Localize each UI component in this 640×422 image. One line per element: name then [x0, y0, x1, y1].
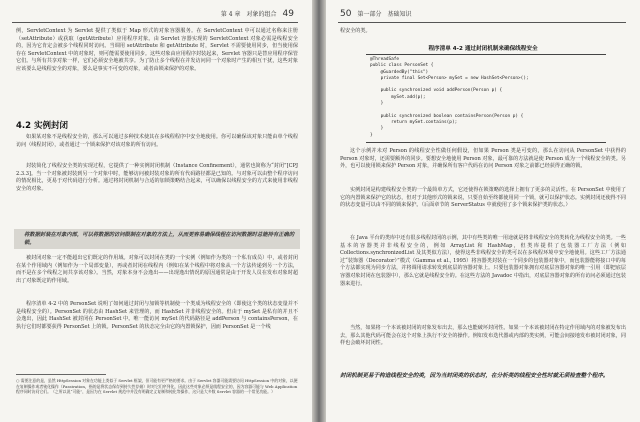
part-label: 第一部分	[357, 11, 382, 18]
section-title: 4.2 实例封闭	[16, 121, 69, 131]
right-page-header	[340, 9, 411, 19]
paragraph: 被封闭对象一定不能超出它们既定的作用域。对象可以封闭在类的一个实例（例如作为类的一个私有成员）中，或者封闭在某个作用域内（例如作为一个局部变量），再或者封闭在线程内（例如在某个线程中将对象从一个方法传递到另一个方法，而不是在多个线程之间共享该对象）。当然，对象本身不会逸出——出现逸出情况的原因通常是由于开发人员在发布对象时超出了对象既定的作用域。	[16, 255, 298, 284]
footnote: ○ 需要注意的是，虽然 HttpSession 对象在功能上类似于 Servlet 框架，但可能有更严格的要求。由于 Servlet 容器可能需要访问 HttpSession 中的对象，以便在复制操作或者钝化操作（Passivation，指的是将状态保存到持久性存储）时对它们序列化，因此这些对象必须是线程安全的，因为容器可能与 Web Application 程序同时访问它们。（之所以说“可能”，是因为在 Servlet 规范中并没有明确定义复制和钝化等操作，这只是大多数 Servlet 容器的一个常见功能。）	[16, 378, 298, 394]
paragraph: 实例封闭是构建线程安全类的一个最简单方式，它还使得在锁策略的选择上拥有了更多的灵活性。在 PersonSet 中使用了它的内置锁来保护它的状态，但对于其他形式的锁来说，只要自始至终都使用同一个锁，就可以保护状态。实例封闭还使得不同的状态变量可以由不同的锁来保护。（后面章节的 ServerStatus 中就使用了多个锁来保护类的状态。）	[340, 187, 626, 209]
code-line: public class PersonSet {	[370, 63, 434, 69]
listing-title: 程序清单 4-2 通过封闭机制来确保线程安全	[428, 46, 538, 52]
paragraph: 在 Java 平台的类库中还有很多线程封闭的示例，其中有些类的唯一用途就是将非线程安全的类转化为线程安全的类。一些基本的容器类并非线程安全的，例如 ArrayList 和 HashMap，但类库提供了包装器工厂方法（例如 Collections.synchronizedList 及其类似方法），使得这些非线程安全的类可以在多线程环境中安全地使用。这些工厂方法通过“装饰器（Decorator）”模式（Gamma et al., 1995）将容器类封装在一个同步的包装器对象中，而包装器能将接口中的每个方法都实现为同步方法，并将调用请求转发到底层的容器对象上。只要包装器对象拥有对底层容器对象的唯一引用（即把底层容器对象封闭在包装器中），那么它就是线程安全的。在这些方法的 Javadoc 中指出，对底层容器对象的所有访问必须通过包装器来进行。	[340, 235, 626, 287]
code-line: }	[370, 126, 384, 132]
footnote-rule	[16, 374, 106, 375]
left-page-header	[221, 9, 294, 19]
header-rule	[338, 22, 626, 23]
code-line: }	[370, 132, 373, 138]
part-title: 基础知识	[387, 11, 412, 18]
callout-quote	[14, 229, 300, 249]
code-line: public synchronized void addPerson(Person p) {	[370, 88, 503, 94]
chapter-label: 第 4 章	[220, 11, 241, 18]
paragraph: 当然，如果将一个本该被封闭的对象发布出去，那么也能破坏封闭性。如果一个本该被封闭在特定作用域内的对象被发布出去，那么其他代码可能会在这个对象上执行不安全的操作。例如发布迭代器或内部的类实例，可能会间接地发布被封闭对象，同样也会破坏封闭性。	[340, 325, 626, 347]
code-line: @ThreadSafe	[370, 57, 400, 62]
code-line: private final Set<Person> mySet = new HashSet<Person>();	[370, 75, 529, 81]
page-number: 50	[340, 9, 352, 19]
page-number: 49	[282, 9, 294, 19]
chapter-title: 对象的组合	[246, 11, 277, 18]
highlight-statement: 封闭机制更易于构造线程安全的类，因为当封闭类的状态时，在分析类的线程安全性时就无须检查整个程序。	[340, 373, 609, 379]
listing-top-rule	[366, 54, 606, 55]
code-line: }	[370, 101, 384, 107]
listing-bottom-rule	[366, 142, 606, 143]
paragraph: 封装简化了线程安全类的实现过程，它提供了一种实例封闭机制（Instance Confinement），通常也简称为“封闭”[CPJ 2.3.3]。当一个对象被封装到另一个对象中时，能够访问被封装对象的所有代码路径都是已知的。与对象可以由整个程序访问的情况相比，更易于对代码进行分析。通过将封闭机制与合适的加锁策略结合起来，可以确保以线程安全的方式来使用非线程安全的对象。	[16, 163, 298, 192]
code-line: mySet.add(p);	[370, 94, 426, 100]
code-line: @GuardedBy("this")	[370, 69, 429, 75]
code-listing	[370, 57, 610, 139]
callout-text: 将数据封装在对象内部，可以将数据的访问限制在对象的方法上，从而更容易确保线程在访问数据时总能持有正确的锁。	[24, 232, 295, 246]
paragraph: 程安全的类。	[340, 28, 371, 34]
paragraph: 例，ServletContext 为 Servlet 提供了类似于 Map 形式的对象容器服务。在 ServletContext 中可以通过名称来注册（setAttribute）或获取（getAttribute）应用程序对象。由 Servlet 容器实现的 ServletContext 对象必需是线程安全的，因为它肯定会被多个线程同时访问。当调用 setAttribute 和 getAttribute 时，Servlet 不需要使用同步，但当使用保存在 ServletContext 中的对象时，则可能需要使用同步。这些对象由应用程序封装起来，Servlet 容器只是替应用程序保管它们。与所有共享对象一样，它们必须安全地被共享。为了防止多个线程在并发访问同一个对象时产生的相互干扰，这些对象应该要么是线程安全的对象，要么是事实不可变的对象，或者由锁来保护的对象。	[16, 28, 298, 72]
header-rule	[12, 22, 298, 23]
paragraph: 程序清单 4-2 中的 PersonSet 说明了如何通过封闭与加锁等机制使一个类成为线程安全的（即使这个类的状态变量并不是线程安全的）。PersonSet 的状态由 HashSet 来管理的，而 HashSet 并非线程安全的。但由于 mySet 是私有的并且不会逸出，因此 HashSet 被封闭在 PersonSet 中。唯一能访问 mySet 的代码路径是 addPerson 与 containsPerson，在执行它们时都要获得 PersonSet 上的锁。PersonSet 的状态完全由它的内置锁保护，因而 PersonSet 是一个线	[16, 301, 298, 330]
book-gutter	[312, 0, 326, 422]
code-line: return mySet.contains(p);	[370, 119, 458, 125]
paragraph: 这个示例并未对 Person 的线程安全性做任何假设，但如果 Person 类是可变的，那么在访问从 PersonSet 中获得的 Person 对象时，还需要额外的同步。要想安全地使用 Person 对象，最可靠的方法就是使 Person 成为一个线程安全的类。另外，也可以使用锁来保护 Person 对象，并确保所有客户代码在访问 Person 对象之前都已经获得正确的锁。	[340, 148, 626, 170]
right-page	[326, 0, 640, 422]
paragraph: 如果某对象不是线程安全的，那么可以通过多种技术使其在多线程程序中安全地使用。你可以确保该对象只能由单个线程访问（线程封闭），或者通过一个锁来保护对该对象的所有访问。	[16, 134, 298, 148]
code-line: public synchronized boolean containsPerson(Person p) {	[370, 113, 524, 119]
left-page	[0, 0, 312, 422]
